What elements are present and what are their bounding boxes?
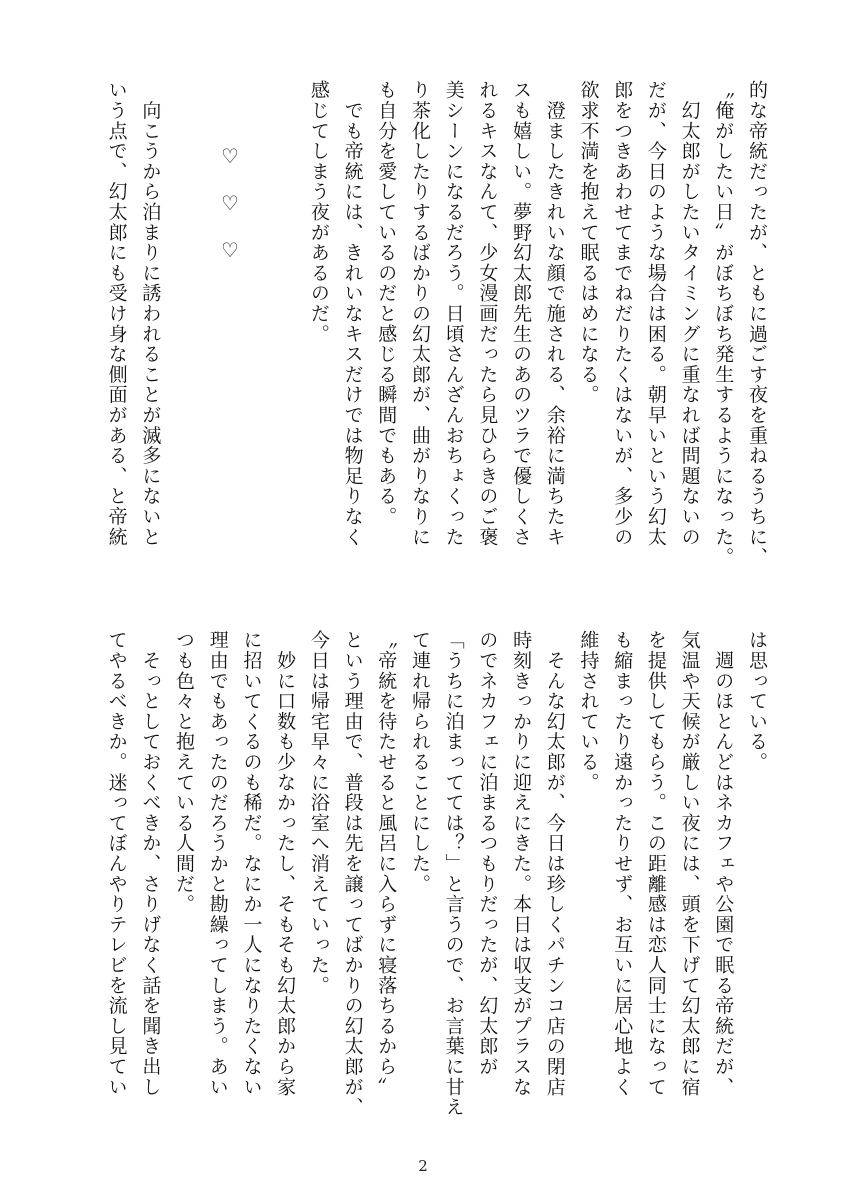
- text-line: 気温や天候が厳しい夜には、頭を下げて幻太郎に宿: [678, 630, 701, 1097]
- heart-icon: ♡: [221, 191, 239, 215]
- text-line: 理由でもあったのだろうかと勘繰ってしまう。あい: [206, 630, 229, 1097]
- upper-text-block: [99, 80, 773, 585]
- text-line: [166, 80, 200, 585]
- heart-icon: ♡: [221, 238, 239, 262]
- text-line: も自分を愛しているのだと感じる瞬間でもある。: [375, 80, 398, 527]
- text-line: [267, 80, 301, 585]
- lower-text-block: [99, 630, 773, 1135]
- text-line: 美シーンになるだろう。日頃さんざんおちょくった: [442, 80, 465, 547]
- text-line: そんな幻太郎が、今日は珍しくパチンコ店の閉店: [543, 630, 566, 1097]
- text-line: 〝俺がしたい日〟がぼちぼち発生するようになった。: [712, 80, 735, 568]
- text-line: そっとしておくべきか、さりげなく話を聞き出し: [139, 630, 162, 1097]
- text-line: だが、今日のような場合は困る。朝早いという幻太: [644, 80, 667, 547]
- text-line: は思っている。: [746, 630, 768, 773]
- text-line: 今日は帰宅早々に浴室へ消えていった。: [307, 630, 330, 996]
- text-line: 的な帝統だったが、ともに過ごす夜を重ねるうちに、: [746, 80, 768, 568]
- text-line: 維持されている。: [577, 630, 600, 793]
- text-line: 郎をつきあわせてまでねだりたくはないが、多少の: [611, 80, 634, 547]
- text-line: 感じてしまう夜があるのだ。: [307, 80, 330, 344]
- text-line: り茶化したりするばかりの幻太郎が、曲がりなりに: [408, 80, 431, 547]
- text-line: を提供してもらう。この距離感は恋人同士になって: [644, 630, 667, 1097]
- text-line: という理由で、普段は先を譲ってばかりの幻太郎が、: [341, 630, 364, 1118]
- text-line: 妙に口数も少なかったし、そもそも幻太郎から家: [274, 630, 297, 1097]
- scene-break: [218, 146, 242, 287]
- page-number: 2: [418, 1157, 428, 1175]
- text-line: も縮まったり遠かったりせず、お互いに居心地よく: [611, 630, 634, 1097]
- text-line: てやるべきか。迷ってぼんやりテレビを流し見てい: [105, 630, 128, 1097]
- text-line: に招いてくるのも稀だ。なにか一人になりたくない: [240, 630, 263, 1097]
- text-line: いう点で、幻太郎にも受け身な側面がある、と帝統: [105, 80, 128, 547]
- text-line: 〝帝統を待たせると風呂に入らずに寝落ちるから〟: [375, 630, 398, 1097]
- text-line: 時刻きっかりに迎えにきた。本日は収支がプラスな: [510, 630, 533, 1097]
- text-line: 週のほとんどはネカフェや公園で眠る帝統だが、: [712, 630, 735, 1097]
- text-line: 「うちに泊まってては？」と言うので、お言葉に甘え: [442, 630, 465, 1118]
- text-line: れるキスなんて、少女漫画だったら見ひらきのご褒: [476, 80, 499, 547]
- text-line: 澄ましたきれいな顔で施される、余裕に満ちたキ: [543, 80, 566, 547]
- text-line: のでネカフェに泊まるつもりだったが、幻太郎が: [476, 630, 499, 1077]
- text-line: スも嬉しい。夢野幻太郎先生のあのツラで優しくさ: [510, 80, 533, 547]
- text-line: 向こうから泊まりに誘われることが滅多にないと: [139, 80, 162, 547]
- text-line: て連れ帰られることにした。: [408, 630, 431, 894]
- text-line: 幻太郎がしたいタイミングに重なれば問題ないの: [678, 80, 701, 547]
- text-line: でも帝統には、きれいなキスだけでは物足りなく: [341, 80, 364, 547]
- heart-icon: ♡: [221, 144, 239, 168]
- text-line: 欲求不満を抱えて眠るはめになる。: [577, 80, 600, 405]
- text-line: つも色々と抱えている人間だ。: [173, 630, 196, 915]
